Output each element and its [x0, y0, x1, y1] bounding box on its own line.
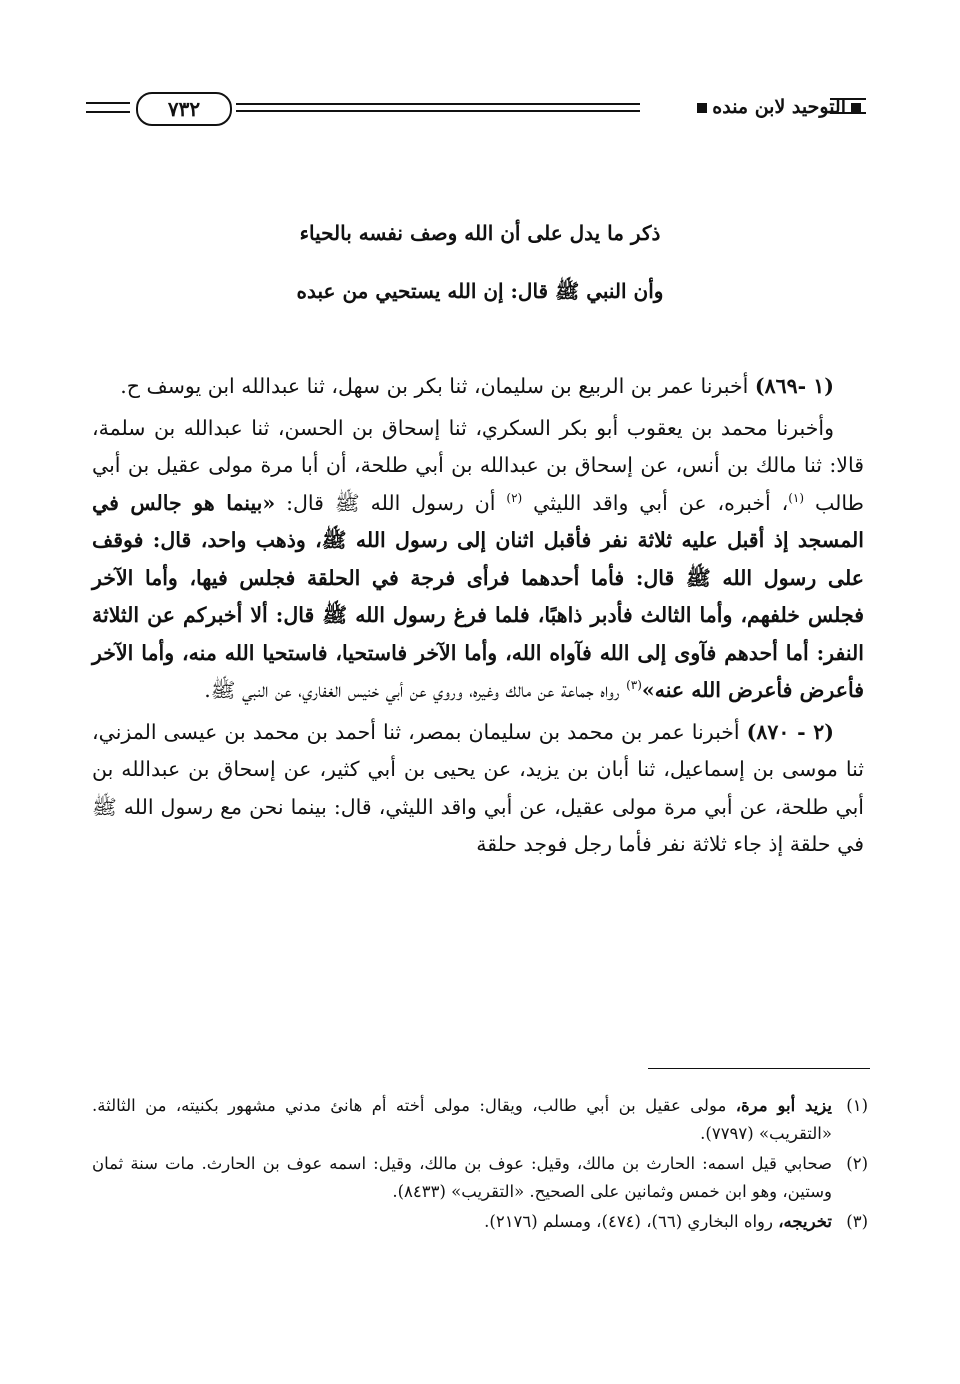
footnote	[92, 1092, 868, 1148]
header-rule	[236, 103, 640, 105]
footnote-ref: (١)	[788, 490, 805, 505]
hadith-paragraph	[92, 368, 864, 406]
footnote-number: (٢)	[846, 1154, 868, 1173]
main-text	[92, 368, 864, 868]
header-rule	[86, 111, 130, 113]
header-title-text: التوحيد لابن منده	[712, 96, 846, 118]
footnote-number: (٣)	[846, 1212, 868, 1231]
isnad-text: ، أخبره، عن أبي واقد الليثي	[533, 490, 789, 515]
header-rule	[86, 102, 130, 104]
footnote-bold: تخريجه،	[778, 1212, 832, 1231]
hadith-paragraph	[92, 410, 864, 710]
chapter-heading-line-2: وأن النبي ﷺ قال: إن الله يستحيي من عبده	[296, 279, 664, 303]
page-number: ٧٣٢	[136, 92, 232, 126]
hadith-number: (١ -٨٦٩)	[754, 374, 834, 398]
isnad-text: وأخبرنا محمد بن يعقوب أبو بكر السكري، ثنا إسحاق بن الحسن، ثنا عبدالله بن سلمة، قالا: ثنا مالك بن أنس، عن إسحاق بن عبدالله بن أبي طلحة، أن أبا مرة مولى عقيل بن أبي طالب	[92, 415, 864, 515]
footnote-ref: (٣)	[626, 678, 642, 693]
hadith-matn: «بينما هو جالس في المسجد إذ أقبل عليه ثلاثة نفر فأقبل اثنان إلى رسول الله ﷺ، وذهب واحد، قال: فوقف على رسول الله ﷺ قال: فأما أحدهما فرأى فرجة في الحلقة فجلس فيها، وأما الآخر فجلس خلفهم، وأما الثالث فأدبر ذاهبًا، فلما فرغ رسول الله ﷺ قال: ألا أخبركم عن الثلاثة النفر: أما أحدهم فآوى إلى الله فآواه الله، وأما الآخر فاستحيا، فاستحيا الله منه، وأما الآخر فأعرض فأعرض الله عنه»	[92, 490, 864, 702]
hadith-number: (٢ - ٨٧٠)	[746, 719, 834, 744]
footnote-text: مولى عقيل بن أبي طالب، ويقال: مولى أخته أم هانئ مدني مشهور بكنيته، من الثالثة. «التقريب» (٧٧٩٧).	[92, 1096, 832, 1143]
footnote-number: (١)	[846, 1096, 868, 1115]
footnote-text: صحابي قيل اسمه: الحارث بن مالك، وقيل: عوف بن مالك، وقيل: اسمه عوف بن الحارث. مات سنة ثمان وستين، وهو ابن خمس وثمانين على الصحيح. «التقريب» (٨٤٣٣).	[92, 1154, 832, 1201]
isnad-text: أن رسول الله ﷺ قال:	[286, 490, 496, 515]
isnad-text: أخبرنا عمر بن محمد بن سليمان بمصر، ثنا أحمد بن محمد بن عيسى المزني، ثنا موسى بن إسماعيل، ثنا أبان بن يزيد، عن يحيى بن أبي كثير، عن إسحاق بن عبدالله بن أبي طلحة، عن أبي مرة مولى عقيل، عن أبي واقد الليثي، قال: بينما نحن مع رسول الله ﷺ في حلقة إذ جاء ثلاثة نفر فأما رجل فوجد حلقة	[92, 719, 864, 856]
footnote-bold: يزيد أبو مرة،	[735, 1096, 832, 1115]
square-ornament-icon	[697, 103, 707, 113]
hadith-paragraph	[92, 714, 864, 864]
footnote-separator	[648, 1068, 870, 1069]
chapter-heading-line-1: ذكر ما يدل على أن الله وصف نفسه بالحياء	[299, 221, 661, 245]
header-rule	[830, 112, 866, 114]
header-rule	[830, 98, 866, 100]
running-header	[86, 90, 866, 134]
footnotes	[92, 1092, 868, 1238]
header-rule	[236, 110, 640, 112]
footnote	[92, 1150, 868, 1206]
footnote-ref: (٢)	[506, 490, 523, 505]
footnote-text: رواه البخاري (٦٦)، (٤٧٤)، ومسلم (٢١٧٦).	[484, 1212, 773, 1231]
hadith-commentary: رواه جماعة عن مالك وغيره، وروي عن أبي خنيس الغفاري، عن النبي ﷺ.	[204, 678, 620, 702]
footnote	[92, 1208, 868, 1236]
isnad-text: أخبرنا عمر بن الربيع بن سليمان، ثنا بكر بن سهل، ثنا عبدالله ابن يوسف ح.	[120, 374, 749, 398]
